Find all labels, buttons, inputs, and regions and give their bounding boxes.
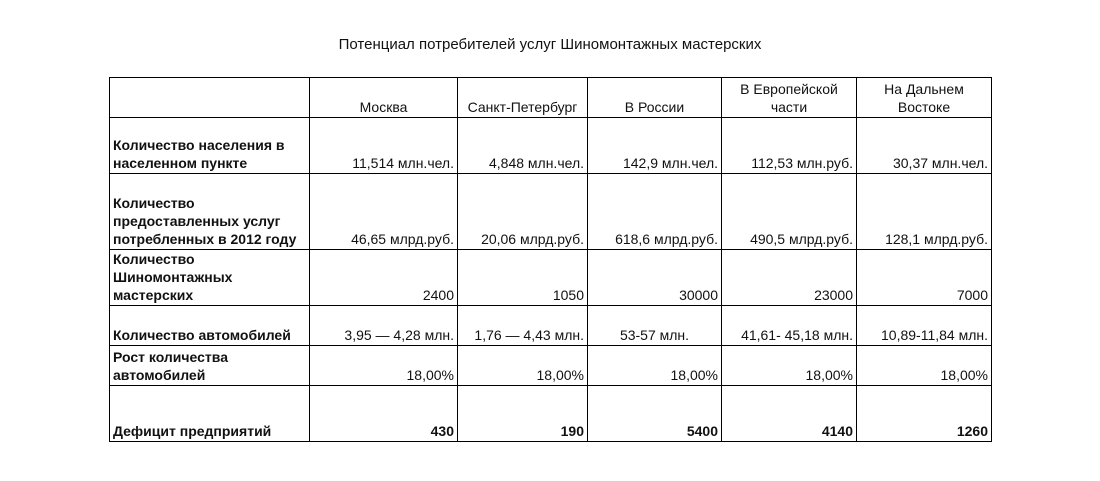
table-cell: 11,514 млн.чел. <box>310 118 458 174</box>
table-cell: 1,76 — 4,43 млн. <box>458 306 588 346</box>
header-cell-empty <box>110 78 310 118</box>
table-cell: 430 <box>310 386 458 442</box>
row-label-population: Количество населения в населенном пункте <box>110 118 310 174</box>
table-cell: 2400 <box>310 250 458 306</box>
table-cell: 20,06 млрд.руб. <box>458 174 588 250</box>
page-title: Потенциал потребителей услуг Шиномонтажных мастерских <box>338 36 762 53</box>
row-label-cars: Количество автомобилей <box>110 306 310 346</box>
table-row <box>110 386 992 442</box>
table-cell: 490,5 млрд.руб. <box>722 174 857 250</box>
table-cell: 41,61- 45,18 млн. <box>722 306 857 346</box>
table-cell: 18,00% <box>310 346 458 386</box>
table-cell: 128,1 млрд.руб. <box>857 174 992 250</box>
table-cell: 10,89-11,84 млн. <box>857 306 992 346</box>
row-label-workshops: Количество Шиномонтажных мастерских <box>110 250 310 306</box>
table-cell: 53-57 млн. <box>588 306 722 346</box>
table-cell: 18,00% <box>458 346 588 386</box>
header-cell-european-part: В Европейской части <box>722 78 857 118</box>
row-label-deficit: Дефицит предприятий <box>110 386 310 442</box>
header-cell-far-east: На Дальнем Востоке <box>857 78 992 118</box>
table-row <box>110 250 992 306</box>
header-cell-moscow: Москва <box>310 78 458 118</box>
row-label-services: Количество предоставленных услуг потребленных в 2012 году <box>110 174 310 250</box>
table-cell: 23000 <box>722 250 857 306</box>
table-cell: 1260 <box>857 386 992 442</box>
row-label-car-growth: Рост количества автомобилей <box>110 346 310 386</box>
table-cell: 7000 <box>857 250 992 306</box>
table-cell: 5400 <box>588 386 722 442</box>
table-cell: 30,37 млн.чел. <box>857 118 992 174</box>
table-row <box>110 306 992 346</box>
header-cell-russia: В России <box>588 78 722 118</box>
table-cell: 112,53 млн.руб. <box>722 118 857 174</box>
table-cell: 4140 <box>722 386 857 442</box>
table-cell: 1050 <box>458 250 588 306</box>
table-row <box>110 346 992 386</box>
table-cell: 46,65 млрд.руб. <box>310 174 458 250</box>
table-cell: 3,95 — 4,28 млн. <box>310 306 458 346</box>
table-cell: 18,00% <box>722 346 857 386</box>
table-cell: 142,9 млн.чел. <box>588 118 722 174</box>
table-row <box>110 118 992 174</box>
table-cell: 30000 <box>588 250 722 306</box>
header-cell-spb: Санкт-Петербург <box>458 78 588 118</box>
table-cell: 18,00% <box>857 346 992 386</box>
table-cell: 618,6 млрд.руб. <box>588 174 722 250</box>
table-header-row <box>110 78 992 118</box>
table-cell: 18,00% <box>588 346 722 386</box>
table-row <box>110 174 992 250</box>
table-cell: 190 <box>458 386 588 442</box>
consumer-potential-table <box>109 77 992 442</box>
table-cell: 4,848 млн.чел. <box>458 118 588 174</box>
